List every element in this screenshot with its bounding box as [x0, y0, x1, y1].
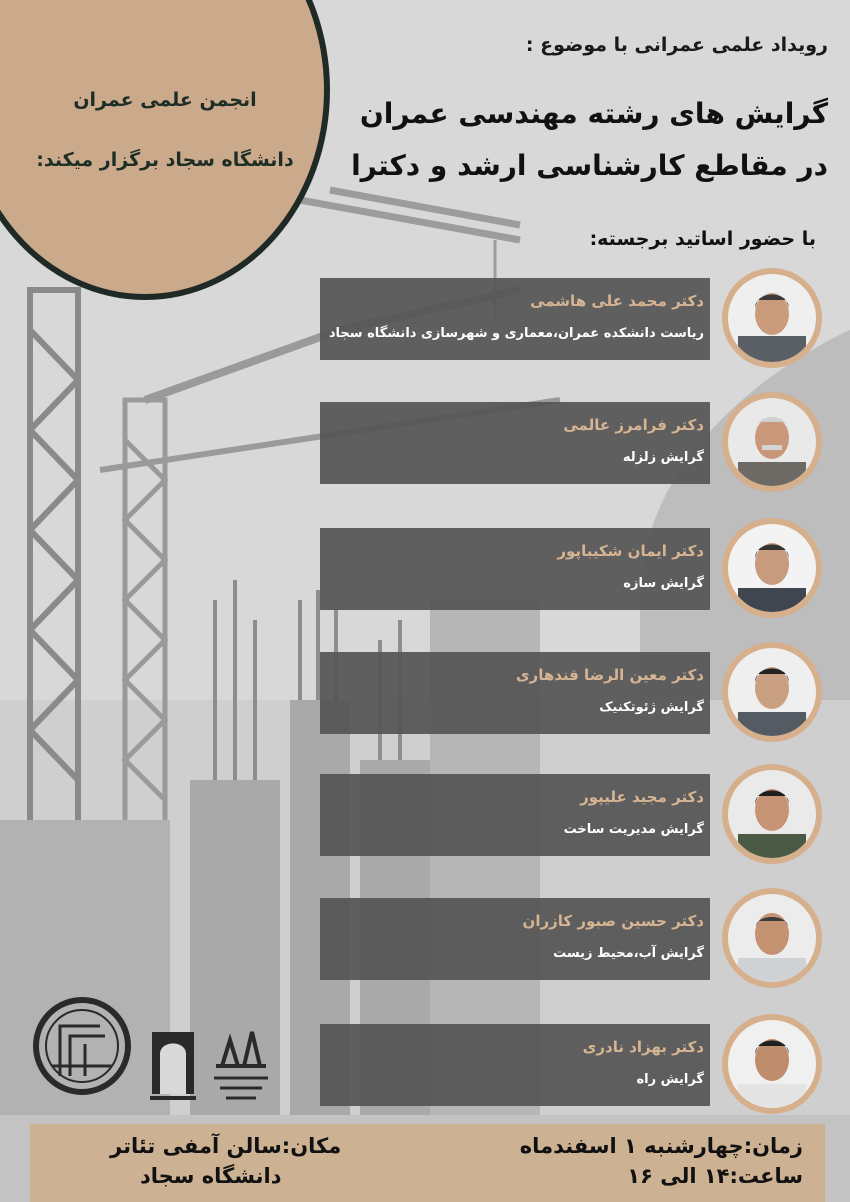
- speaker-photo: [722, 888, 822, 988]
- speaker-name: دکتر محمد علی هاشمی: [530, 292, 704, 310]
- event-title-line2: در مقاطع کارشناسی ارشد و دکترا: [351, 149, 828, 182]
- sponsor-logos: [30, 996, 275, 1116]
- speaker-name: دکتر معین الرضا قندهاری: [515, 666, 704, 684]
- speaker-field: گرایش سازه: [623, 576, 704, 591]
- speaker-field: گرایش زلزله: [622, 450, 704, 465]
- event-title: [351, 88, 828, 192]
- event-info-footer: [30, 1124, 825, 1202]
- speaker-name: دکتر مجید علیپور: [580, 788, 704, 806]
- speaker-name: دکتر فرامرز عالمی: [563, 416, 704, 434]
- speaker-card: [320, 1024, 710, 1106]
- event-subtitle: رویداد علمی عمرانی با موضوع :: [525, 34, 828, 56]
- organizer-line2: دانشگاه سجاد برگزار میکند:: [36, 149, 294, 171]
- event-title-line1: گرایش های رشته مهندسی عمران: [359, 97, 828, 130]
- speaker-field: گرایش ژئوتکنیک: [599, 700, 704, 715]
- speaker-field: گرایش مدیریت ساخت: [563, 822, 704, 837]
- speaker-field: ریاست دانشکده عمران،معماری و شهرسازی دانشگاه سجاد: [328, 326, 704, 341]
- speaker-card: [320, 774, 710, 856]
- speaker-card: [320, 528, 710, 610]
- civil-association-logo: [36, 1000, 128, 1092]
- speaker-photo: [722, 1014, 822, 1114]
- event-place-university: دانشگاه سجاد: [140, 1164, 282, 1188]
- cultural-office-logo: [214, 1032, 268, 1098]
- speaker-card: [320, 898, 710, 980]
- event-hours: ساعت:۱۴ الی ۱۶: [627, 1164, 803, 1188]
- speaker-name: دکتر حسین صبور کازران: [522, 912, 704, 930]
- speaker-photo: [722, 764, 822, 864]
- event-place: مکان:سالن آمفی تئاتر: [110, 1134, 342, 1158]
- speaker-field: گرایش راه: [636, 1072, 704, 1087]
- speakers-intro: با حضور اساتید برجسته:: [589, 228, 816, 250]
- speaker-name: دکتر ایمان شکیباپور: [557, 542, 704, 560]
- speaker-card: [320, 278, 710, 360]
- architecture-association-logo: [150, 1032, 196, 1100]
- speaker-photo: [722, 392, 822, 492]
- event-date: زمان:چهارشنبه ۱ اسفندماه: [519, 1134, 803, 1158]
- speaker-field: گرایش آب،محیط زیست: [553, 946, 704, 961]
- organizer-line1: انجمن علمی عمران: [73, 89, 257, 111]
- organizer-text: [0, 70, 330, 190]
- speaker-photo: [722, 518, 822, 618]
- speaker-card: [320, 402, 710, 484]
- speaker-photo: [722, 268, 822, 368]
- speaker-photo: [722, 642, 822, 742]
- speaker-card: [320, 652, 710, 734]
- speaker-name: دکتر بهزاد نادری: [582, 1038, 704, 1056]
